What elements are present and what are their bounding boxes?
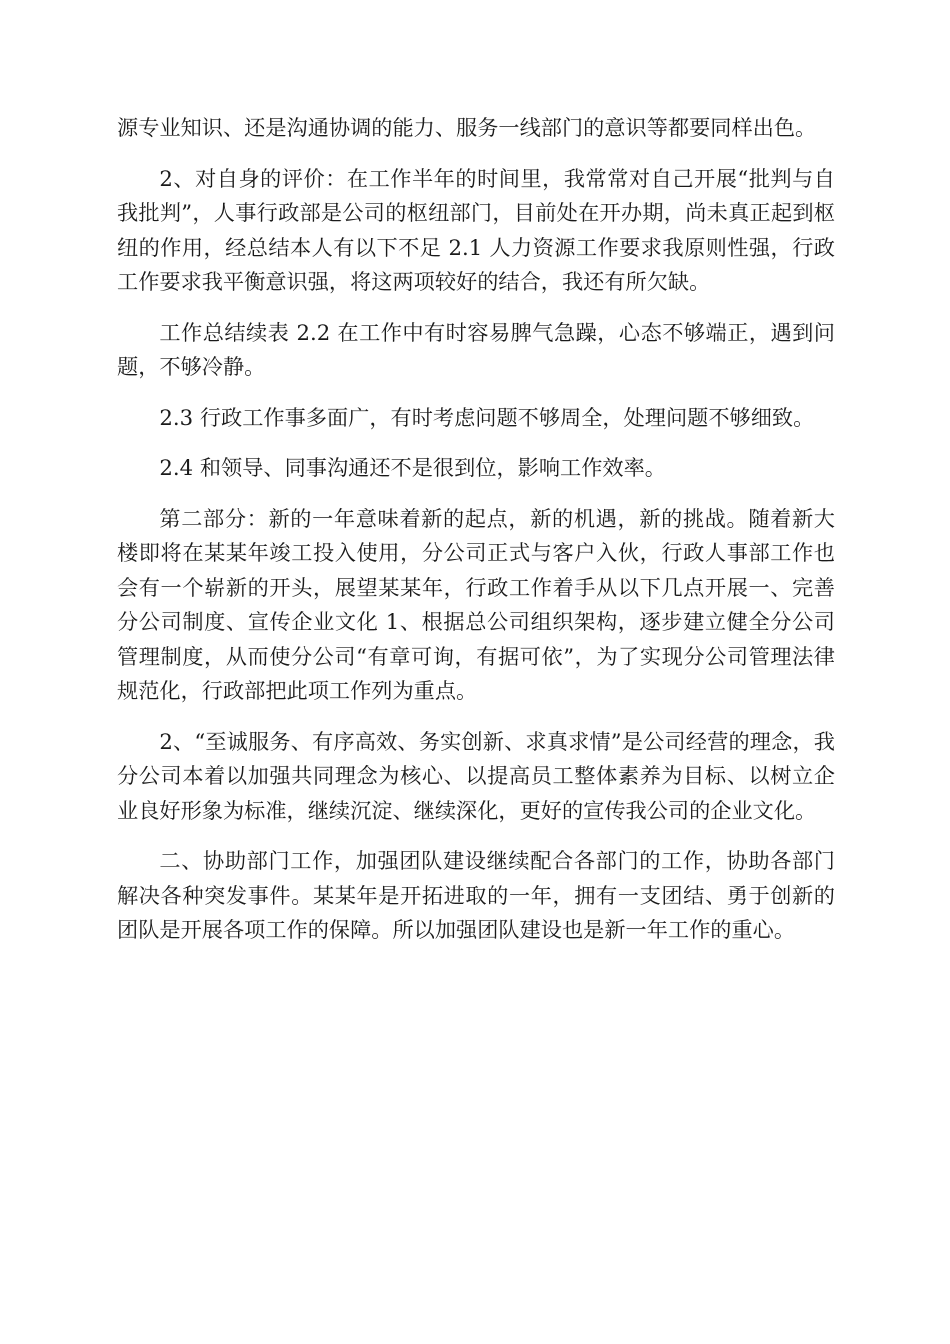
paragraph-2-3: 2.3 行政工作事多面广，有时考虑问题不够周全，处理问题不够细致。 xyxy=(159,404,815,430)
paragraph-part-two: 第二部分：新的一年意味着新的起点，新的机遇，新的挑战。随着新大楼即将在某某年竣工投入使用，分公司正式与客户入伙，行政人事部工作也会有一个崭新的开头，展望某某年，行政工作着手从以下几点开展一、完善分公司制度、宣传企业文化 1、根据总公司组织架构，逐步建立健全分公司管理制度，从而使分公司“有章可询，有据可依”，为了实现分公司管理法律规范化，行政部把此项工作列为重点。 xyxy=(117,505,835,703)
paragraph-2-4: 2.4 和领导、同事沟通还不是很到位，影响工作效率。 xyxy=(159,455,666,480)
paragraph-company-culture: 2、“至诚服务、有序高效、务实创新、求真求情”是公司经营的理念，我分公司本着以加强共同理念为核心、以提高员工整体素养为目标、以树立企业良好形象为标准，继续沉淀、继续深化，更好的宣传我公司的企业文化。 xyxy=(117,728,835,823)
paragraph-team-building: 二、协助部门工作，加强团队建设继续配合各部门的工作，协助各部门解决各种突发事件。某某年是开拓进取的一年，拥有一支团结、勇于创新的团队是开展各项工作的保障。所以加强团队建设也是新一年工作的重心。 xyxy=(117,848,835,942)
document-body xyxy=(117,111,835,964)
paragraph-self-evaluation: 2、对自身的评价：在工作半年的时间里，我常常对自己开展“批判与自我批判”，人事行政部是公司的枢纽部门，目前处在开办期，尚未真正起到枢纽的作用，经总结本人有以下不足 2.1 人力资源工作要求我原则性强，行政工作要求我平衡意识强，将这两项较好的结合，我还有所欠缺。 xyxy=(117,165,835,294)
paragraph-2-2: 工作总结续表 2.2 在工作中有时容易脾气急躁，心态不够端正，遇到问题，不够冷静。 xyxy=(117,319,835,379)
paragraph-continuation: 源专业知识、还是沟通协调的能力、服务一线部门的意识等都要同样出色。 xyxy=(117,115,817,140)
